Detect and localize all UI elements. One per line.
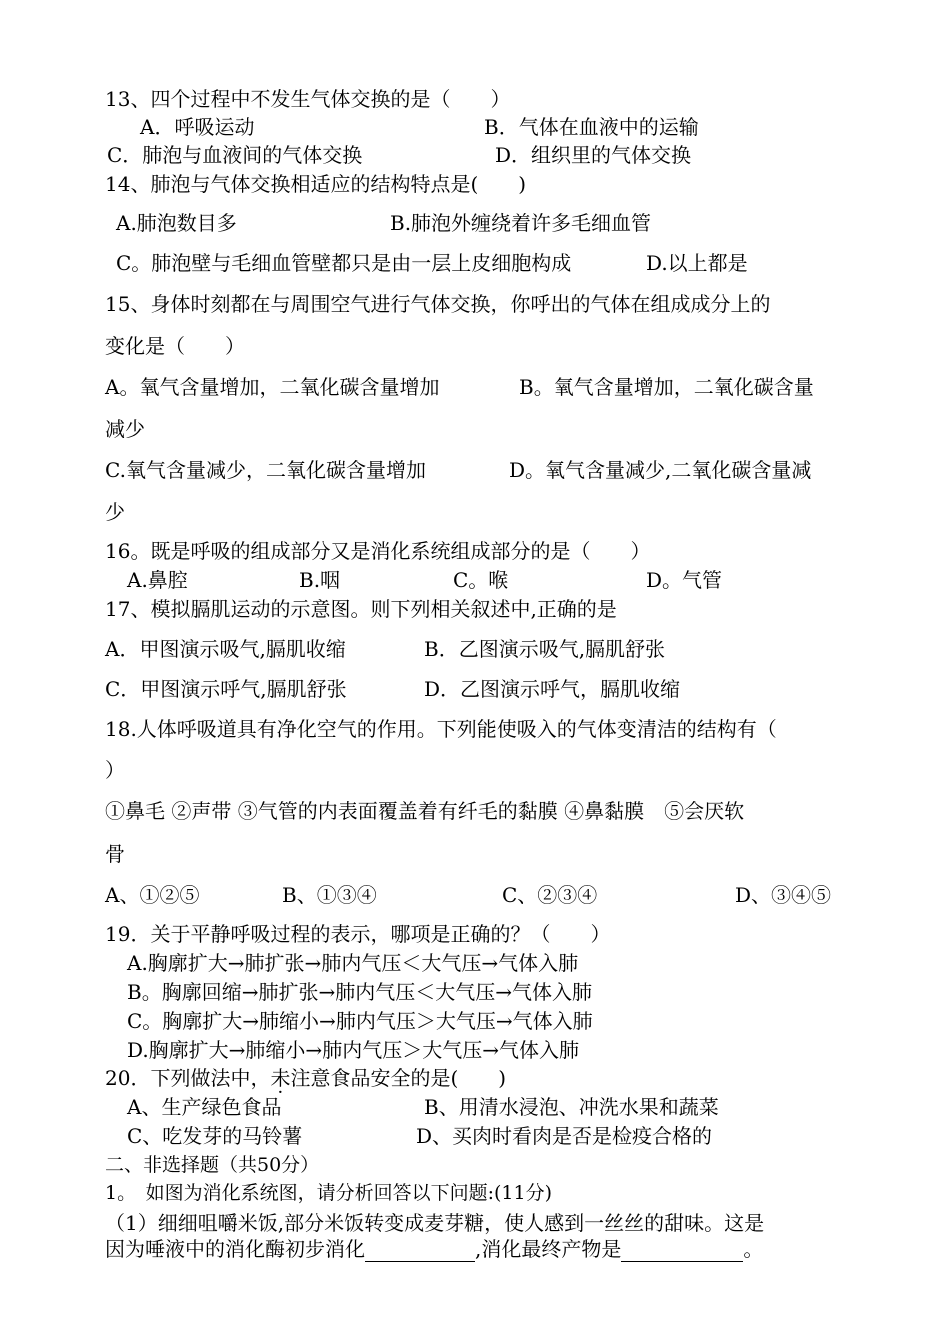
- q1-sub1-text-end: 。: [743, 1237, 764, 1261]
- q16-option-a: A.鼻腔: [127, 568, 188, 592]
- part2-q1-sub1-line2: [105, 1236, 763, 1262]
- q1-sub1-text-pre: 因为唾液中的消化酶初步消化: [105, 1237, 365, 1261]
- q19-option-b: B。胸廓回缩→肺扩张→肺内气压＜大气压→气体入肺: [127, 980, 592, 1004]
- q19-option-c: C。胸廓扩大→肺缩小→肺内气压＞大气压→气体入肺: [127, 1009, 593, 1033]
- q13-stem: 13、四个过程中不发生气体交换的是（ ）: [105, 87, 511, 111]
- q17-option-b: B．乙图演示吸气,膈肌舒张: [424, 637, 666, 661]
- q16-option-d: D。气管: [646, 568, 723, 592]
- q15-stem-line2: 变化是（ ）: [105, 334, 245, 358]
- q19-option-d: D.胸廓扩大→肺缩小→肺内气压＞大气压→气体入肺: [127, 1038, 579, 1062]
- q16-stem: 16。既是呼吸的组成部分又是消化系统组成部分的是（ ）: [105, 539, 651, 563]
- q20-option-d: D、买肉时看肉是否是检疫合格的: [416, 1124, 713, 1148]
- q15-option-d-line2: 少: [105, 500, 125, 524]
- q18-stem-line2: ）: [105, 758, 125, 782]
- q18-option-a: A、①②⑤: [105, 883, 200, 907]
- q14-option-a: A.肺泡数目多: [116, 211, 237, 235]
- q20-stem-pre: 20．下列做法中，: [105, 1066, 271, 1090]
- q20-stem: [105, 1065, 506, 1091]
- q13-option-a: A．呼吸运动: [140, 115, 255, 139]
- part2-q1-sub1-line1: （1）细细咀嚼米饭,部分米饭转变成麦芽糖，使人感到一丝丝的甜味。这是: [105, 1211, 765, 1235]
- q13-option-d: D．组织里的气体交换: [495, 143, 692, 167]
- q1-sub1-text-mid: ,消化最终产物是: [475, 1237, 622, 1261]
- q18-option-c: C、②③④: [502, 883, 598, 907]
- q14-option-c: C。肺泡壁与毛细血管壁都只是由一层上皮细胞构成: [116, 251, 572, 275]
- q20-option-c: C、吃发芽的马铃薯: [127, 1124, 303, 1148]
- q14-option-b: B.肺泡外缠绕着许多毛细血管: [390, 211, 652, 235]
- q18-option-d: D、③④⑤: [735, 883, 832, 907]
- q15-option-c: C.氧气含量减少，二氧化碳含量增加: [105, 458, 426, 482]
- q16-option-c: C。喉: [453, 568, 509, 592]
- q19-stem: 19．关于平静呼吸过程的表示，哪项是正确的？（ ）: [105, 922, 611, 946]
- q17-option-a: A．甲图演示吸气,膈肌收缩: [105, 637, 346, 661]
- q17-option-c: C．甲图演示呼气,膈肌舒张: [105, 677, 347, 701]
- answer-blank-2[interactable]: [621, 1241, 743, 1262]
- q15-option-b-line1: B。氧气含量增加，二氧化碳含量: [519, 375, 814, 399]
- q15-option-b-line2: 减少: [105, 417, 145, 441]
- q20-emphasis-char: 未: [270, 1066, 291, 1090]
- q15-stem-line1: 15、身体时刻都在与周围空气进行气体交换，你呼出的气体在组成成分上的: [105, 292, 771, 316]
- q18-stem-line1: 18.人体呼吸道具有净化空气的作用。下列能使吸入的气体变清洁的结构有（: [105, 717, 777, 741]
- q18-items-line1: ①鼻毛 ②声带 ③气管的内表面覆盖着有纤毛的黏膜 ④鼻黏膜 ⑤会厌软: [105, 799, 745, 823]
- q15-option-a: A。氧气含量增加，二氧化碳含量增加: [105, 375, 440, 399]
- q20-option-a: A、生产绿色食品: [127, 1095, 282, 1119]
- q13-option-c: C．肺泡与血液间的气体交换: [107, 143, 363, 167]
- q18-option-b: B、①③④: [282, 883, 377, 907]
- q17-option-d: D．乙图演示呼气，膈肌收缩: [424, 677, 681, 701]
- q15-option-d-line1: D。氧气含量减少,二氧化碳含量减: [509, 458, 812, 482]
- q13-option-b: B．气体在血液中的运输: [484, 115, 699, 139]
- q14-option-d: D.以上都是: [646, 251, 748, 275]
- q17-stem: 17、模拟膈肌运动的示意图。则下列相关叙述中,正确的是: [105, 597, 617, 621]
- q20-option-b: B、用清水浸泡、冲洗水果和蔬菜: [424, 1095, 719, 1119]
- q18-items-line2: 骨: [105, 842, 125, 866]
- q14-stem: 14、肺泡与气体交换相适应的结构特点是( ): [105, 172, 527, 196]
- part2-q1-stem: 1。 如图为消化系统图，请分析回答以下问题:(11分): [105, 1182, 552, 1204]
- q19-option-a: A.胸廓扩大→肺扩张→肺内气压＜大气压→气体入肺: [127, 951, 579, 975]
- q20-stem-post: 注意食品安全的是( ): [290, 1066, 507, 1090]
- part2-heading: 二、非选择题（共50分）: [105, 1154, 320, 1176]
- answer-blank-1[interactable]: [365, 1241, 475, 1262]
- q16-option-b: B.咽: [299, 568, 341, 592]
